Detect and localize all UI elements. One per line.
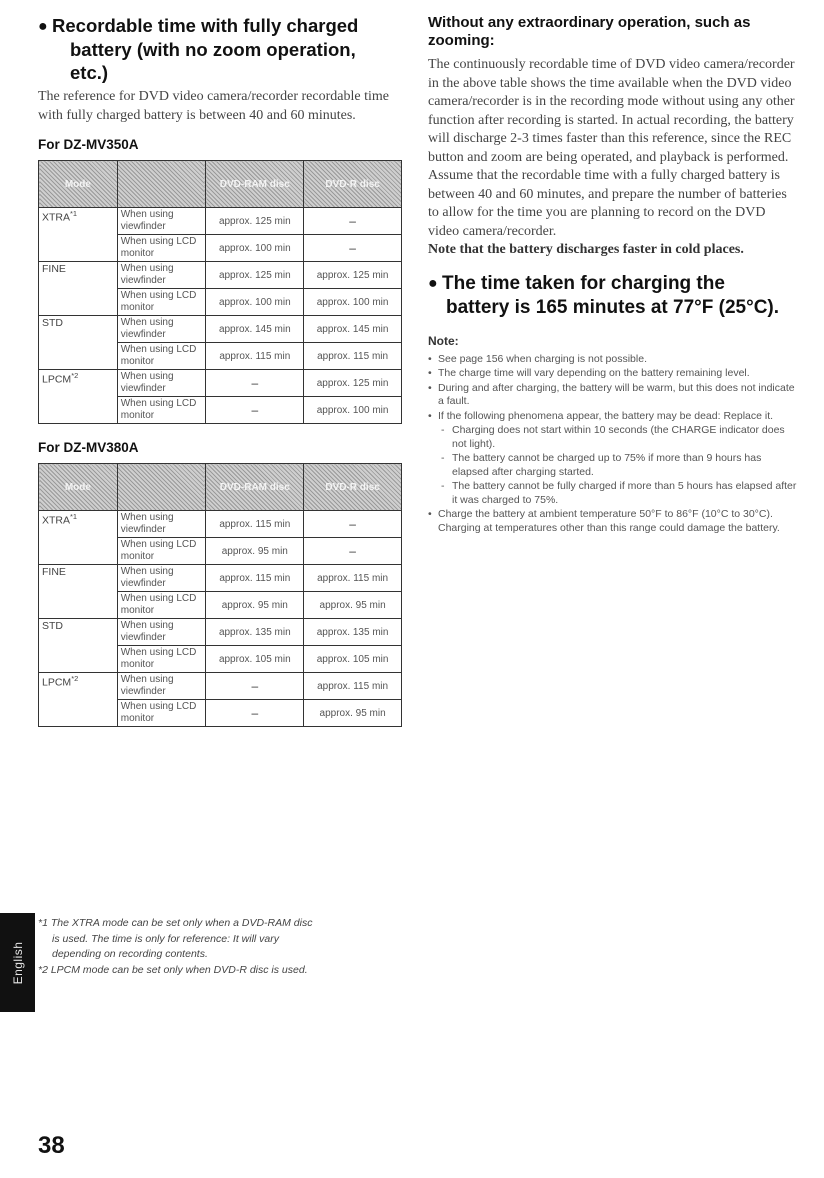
note-label: Note: bbox=[428, 333, 459, 348]
zoom-operation-heading: Without any extraordinary operation, such as zooming: bbox=[428, 14, 751, 49]
recordable-time-table-mv350a bbox=[38, 160, 402, 424]
condition-cell: When using viewfinder bbox=[117, 619, 206, 646]
continuous-time-paragraph: The continuously recordable time of DVD video camera/recorder in the above table shows the time available when the DVD video camera/recorder is in the recording mode without using any other function after recording is started. In actual recording, the battery will discharge 2-3 times faster than this reference, since the REC button and zoom are being operated, and playback is performed. Assume that the recordable time with a fully charged battery is between 40 and 60 minutes, and prepare the number of batteries to allow for the time you are planning to record on the DVD video camera/recorder. bbox=[428, 57, 795, 239]
mode-cell: LPCM$^{*2}$ bbox=[39, 370, 118, 424]
dvd-r-time-cell: approx. 135 min bbox=[304, 619, 402, 646]
bullet-icon: ● bbox=[428, 274, 438, 292]
condition-cell: When using LCD monitor bbox=[117, 538, 206, 565]
dvd-ram-time-cell: approx. 105 min bbox=[206, 646, 304, 673]
language-tab bbox=[0, 913, 35, 1012]
condition-cell: When using viewfinder bbox=[117, 565, 206, 592]
footnote-1-cont: depending on recording contents. bbox=[52, 948, 208, 960]
dvd-r-time-cell: approx. 125 min bbox=[304, 370, 402, 397]
model-heading-mv350a: For DZ-MV350A bbox=[38, 137, 139, 152]
dvd-r-time-cell: – bbox=[304, 511, 402, 538]
footnote-2: *2 LPCM mode can be set only when DVD-R disc is used. bbox=[38, 963, 308, 976]
condition-cell: When using LCD monitor bbox=[117, 700, 206, 727]
model-heading-mv380a: For DZ-MV380A bbox=[38, 440, 139, 455]
header-blank bbox=[117, 464, 206, 511]
condition-cell: When using LCD monitor bbox=[117, 592, 206, 619]
dvd-r-time-cell: approx. 125 min bbox=[304, 262, 402, 289]
dvd-r-time-cell: approx. 145 min bbox=[304, 316, 402, 343]
list-subitem: - Charging does not start within 10 seconds (the CHARGE indicator does not light). bbox=[428, 424, 800, 451]
dvd-ram-time-cell: – bbox=[206, 700, 304, 727]
condition-cell: When using viewfinder bbox=[117, 673, 206, 700]
dvd-r-time-cell: approx. 115 min bbox=[304, 343, 402, 370]
dvd-ram-time-cell: approx. 115 min bbox=[206, 343, 304, 370]
table-row bbox=[39, 673, 402, 700]
mode-cell: XTRA$^{*1}$ bbox=[39, 511, 118, 565]
table-row bbox=[39, 316, 402, 343]
dvd-ram-time-cell: approx. 125 min bbox=[206, 262, 304, 289]
condition-cell: When using viewfinder bbox=[117, 370, 206, 397]
dvd-r-time-cell: – bbox=[304, 538, 402, 565]
condition-cell: When using viewfinder bbox=[117, 208, 206, 235]
dvd-ram-time-cell: – bbox=[206, 673, 304, 700]
cold-places-note: Note that the battery discharges faster in cold places. bbox=[428, 242, 744, 257]
footnote-1: *1 The XTRA mode can be set only when a DVD-RAM disc bbox=[38, 917, 313, 929]
dvd-ram-time-cell: approx. 135 min bbox=[206, 619, 304, 646]
dvd-r-time-cell: approx. 105 min bbox=[304, 646, 402, 673]
list-item: • See page 156 when charging is not possible. bbox=[428, 353, 800, 367]
condition-cell: When using LCD monitor bbox=[117, 397, 206, 424]
dvd-r-time-cell: approx. 115 min bbox=[304, 565, 402, 592]
list-item: • Charge the battery at ambient temperature 50°F to 86°F (10°C to 30°C). Charging at temperatures other than this range could damage the battery. bbox=[428, 508, 800, 535]
condition-cell: When using LCD monitor bbox=[117, 646, 206, 673]
table-header-row bbox=[39, 161, 402, 208]
dvd-r-time-cell: – bbox=[304, 208, 402, 235]
header-blank bbox=[117, 161, 206, 208]
dvd-r-time-cell: approx. 95 min bbox=[304, 592, 402, 619]
table-row bbox=[39, 208, 402, 235]
header-mode: Mode bbox=[39, 464, 118, 511]
dvd-ram-time-cell: approx. 145 min bbox=[206, 316, 304, 343]
dvd-ram-time-cell: approx. 115 min bbox=[206, 565, 304, 592]
recordable-time-heading bbox=[38, 14, 408, 84]
dvd-ram-time-cell: approx. 125 min bbox=[206, 208, 304, 235]
list-subitem: - The battery cannot be fully charged if more than 5 hours has elapsed after it was charged to 75%. bbox=[428, 480, 800, 507]
header-dvd-r: DVD-R disc bbox=[304, 161, 402, 208]
mode-cell: STD bbox=[39, 316, 118, 370]
table-row bbox=[39, 565, 402, 592]
condition-cell: When using LCD monitor bbox=[117, 289, 206, 316]
header-dvd-ram: DVD-RAM disc bbox=[206, 464, 304, 511]
heading-line: etc.) bbox=[70, 62, 109, 83]
dvd-ram-time-cell: approx. 100 min bbox=[206, 289, 304, 316]
dvd-r-time-cell: – bbox=[304, 235, 402, 262]
heading-line: The time taken for charging the bbox=[442, 272, 725, 294]
list-item: • The charge time will vary depending on the battery remaining level. bbox=[428, 367, 800, 381]
header-dvd-r: DVD-R disc bbox=[304, 464, 402, 511]
table-row bbox=[39, 370, 402, 397]
mode-cell: LPCM$^{*2}$ bbox=[39, 673, 118, 727]
dvd-ram-time-cell: approx. 100 min bbox=[206, 235, 304, 262]
list-item: • If the following phenomena appear, the battery may be dead: Replace it. bbox=[428, 410, 800, 424]
dvd-ram-time-cell: approx. 95 min bbox=[206, 592, 304, 619]
table-header-row bbox=[39, 464, 402, 511]
bullet-icon: ● bbox=[38, 18, 48, 35]
header-mode: Mode bbox=[39, 161, 118, 208]
dvd-r-time-cell: approx. 115 min bbox=[304, 673, 402, 700]
condition-cell: When using LCD monitor bbox=[117, 235, 206, 262]
recordable-time-table-mv380a bbox=[38, 463, 402, 727]
left-column bbox=[38, 14, 408, 727]
list-subitem: - The battery cannot be charged up to 75% if more than 9 hours has elapsed after charging started. bbox=[428, 452, 800, 479]
condition-cell: When using LCD monitor bbox=[117, 343, 206, 370]
mode-cell: STD bbox=[39, 619, 118, 673]
language-tab-label: English bbox=[10, 941, 25, 984]
heading-line: battery is 165 minutes at 77°F (25°C). bbox=[446, 296, 780, 318]
header-dvd-ram: DVD-RAM disc bbox=[206, 161, 304, 208]
heading-line: battery (with no zoom operation, bbox=[70, 39, 356, 60]
page-number: 38 bbox=[38, 1132, 65, 1159]
table-row bbox=[39, 262, 402, 289]
heading-line: Recordable time with fully charged bbox=[52, 15, 359, 36]
dvd-ram-time-cell: – bbox=[206, 397, 304, 424]
table-row bbox=[39, 619, 402, 646]
mode-cell: FINE bbox=[39, 565, 118, 619]
mode-cell: XTRA$^{*1}$ bbox=[39, 208, 118, 262]
dvd-r-time-cell: approx. 95 min bbox=[304, 700, 402, 727]
dvd-ram-time-cell: approx. 95 min bbox=[206, 538, 304, 565]
right-column bbox=[428, 14, 800, 536]
footnote-1-cont: is used. The time is only for reference: It will vary bbox=[52, 932, 279, 945]
mode-cell: FINE bbox=[39, 262, 118, 316]
condition-cell: When using viewfinder bbox=[117, 316, 206, 343]
charging-time-heading bbox=[428, 272, 800, 320]
footnotes bbox=[38, 916, 418, 978]
condition-cell: When using viewfinder bbox=[117, 262, 206, 289]
dvd-ram-time-cell: approx. 115 min bbox=[206, 511, 304, 538]
note-list bbox=[428, 353, 800, 536]
list-item: • During and after charging, the battery will be warm, but this does not indicate a fault. bbox=[428, 382, 800, 409]
dvd-ram-time-cell: – bbox=[206, 370, 304, 397]
table-row bbox=[39, 511, 402, 538]
condition-cell: When using viewfinder bbox=[117, 511, 206, 538]
dvd-r-time-cell: approx. 100 min bbox=[304, 397, 402, 424]
intro-paragraph: The reference for DVD video camera/recorder recordable time with fully charged battery is between 40 and 60 minutes. bbox=[38, 89, 389, 123]
dvd-r-time-cell: approx. 100 min bbox=[304, 289, 402, 316]
